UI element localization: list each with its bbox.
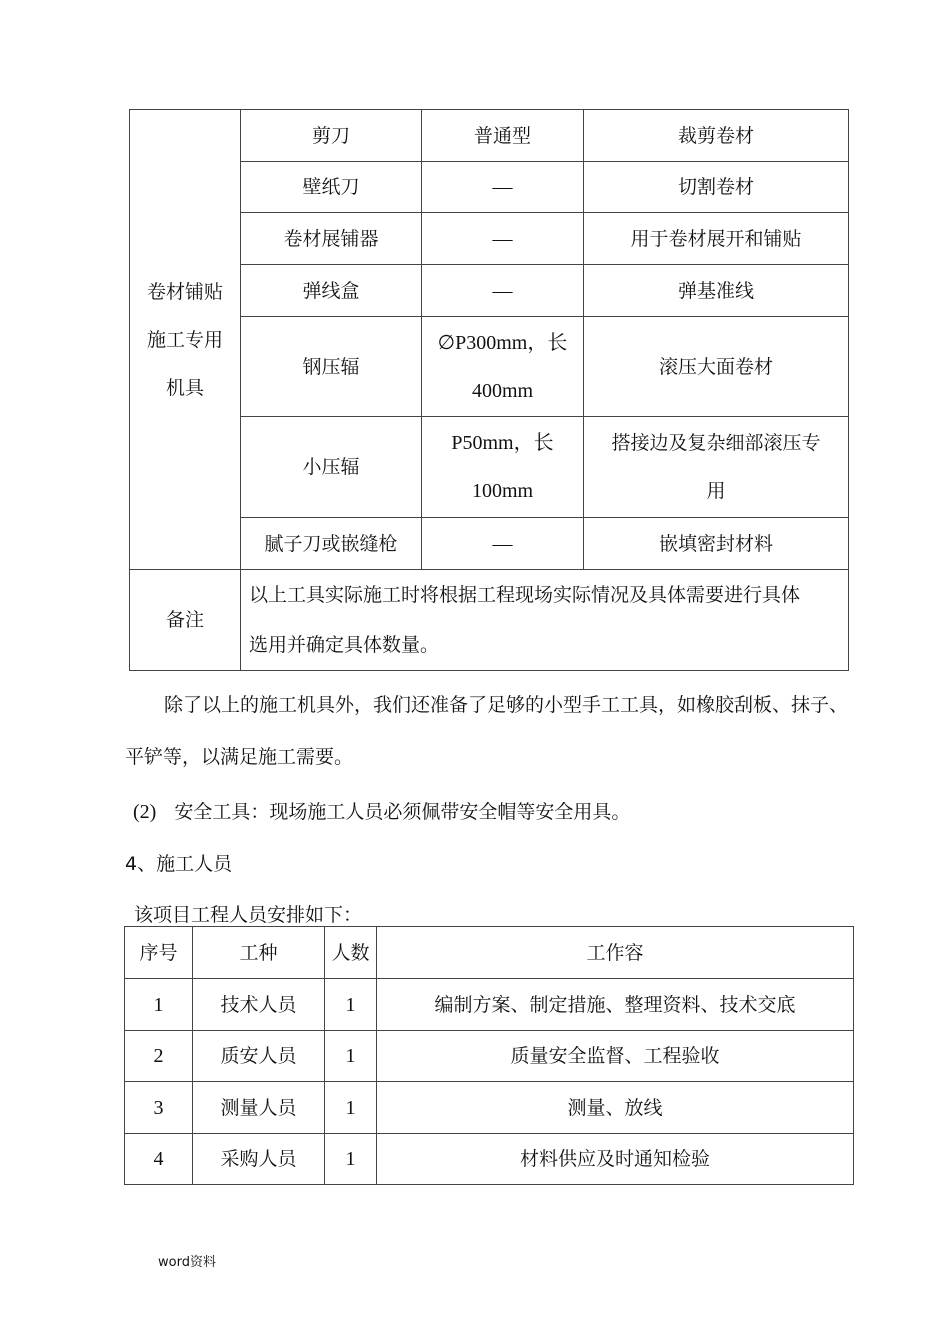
remark-line: 以上工具实际施工时将根据工程现场实际情况及具体需要进行具体 [249, 584, 801, 606]
page-footer: word资料 [158, 1255, 216, 1270]
table-row [125, 979, 854, 1031]
category-line: 卷材铺贴 [146, 280, 223, 303]
paragraph-line: 除了以上的施工机具外，我们还准备了足够的小型手工工具，如橡胶刮板、抹子、 [164, 694, 849, 716]
table-row [125, 1082, 854, 1134]
row-number: 1 [125, 979, 193, 1031]
head-count: 1 [325, 1134, 377, 1185]
section-heading: 4、施工人员 [125, 853, 233, 875]
column-header: 工作容 [377, 927, 854, 979]
spec-line: ∅P300mm，长 [437, 331, 568, 354]
tool-name: 钢压辐 [241, 317, 422, 417]
head-count: 1 [325, 1031, 377, 1082]
category-line: 机具 [165, 376, 204, 399]
safety-tools-item [133, 797, 630, 827]
tool-use: 切割卷材 [584, 162, 849, 213]
tool-spec [422, 317, 584, 417]
tool-use [584, 417, 849, 518]
job-type: 质安人员 [193, 1031, 325, 1082]
tool-spec: — [422, 518, 584, 570]
use-line: 用 [706, 480, 726, 502]
table-row [130, 570, 849, 671]
spec-line: P50mm，长 [451, 432, 554, 454]
tools-table [129, 109, 849, 671]
table-row [130, 110, 849, 162]
tool-name: 卷材展铺器 [241, 213, 422, 265]
staff-intro: 该项目工程人员安排如下： [134, 904, 363, 926]
job-content: 材料供应及时通知检验 [377, 1134, 854, 1185]
table-row [125, 1031, 854, 1082]
row-number: 3 [125, 1082, 193, 1134]
staff-table [124, 926, 854, 1185]
tool-name: 小压辐 [241, 417, 422, 518]
remark-text [241, 570, 849, 671]
table-row [125, 1134, 854, 1185]
tool-name: 弹线盒 [241, 265, 422, 317]
job-type: 采购人员 [193, 1134, 325, 1185]
item-text: 安全工具：现场施工人员必须佩带安全帽等安全用具。 [174, 801, 631, 823]
job-type: 技术人员 [193, 979, 325, 1031]
tool-name: 剪刀 [241, 110, 422, 162]
remark-line: 选用并确定具体数量。 [249, 634, 440, 656]
head-count: 1 [325, 979, 377, 1031]
job-content: 测量、放线 [377, 1082, 854, 1134]
tool-spec: — [422, 213, 584, 265]
category-cell [130, 110, 241, 570]
row-number: 2 [125, 1031, 193, 1082]
spec-line: 100mm [471, 480, 534, 502]
tool-spec: 普通型 [422, 110, 584, 162]
remark-label: 备注 [130, 570, 241, 671]
tool-name: 腻子刀或嵌缝枪 [241, 518, 422, 570]
tool-use: 用于卷材展开和铺贴 [584, 213, 849, 265]
tool-use: 滚压大面卷材 [584, 317, 849, 417]
item-number: (2) [133, 801, 157, 823]
job-content: 质量安全监督、工程验收 [377, 1031, 854, 1082]
tool-use: 弹基准线 [584, 265, 849, 317]
table-header-row [125, 927, 854, 979]
tool-use: 裁剪卷材 [584, 110, 849, 162]
tool-spec [422, 417, 584, 518]
tool-name: 壁纸刀 [241, 162, 422, 213]
job-content: 编制方案、制定措施、整理资料、技术交底 [377, 979, 854, 1031]
tool-spec: — [422, 162, 584, 213]
tool-spec: — [422, 265, 584, 317]
job-type: 测量人员 [193, 1082, 325, 1134]
column-header: 人数 [325, 927, 377, 979]
row-number: 4 [125, 1134, 193, 1185]
category-line: 施工专用 [146, 328, 223, 351]
column-header: 工种 [193, 927, 325, 979]
tool-use: 嵌填密封材料 [584, 518, 849, 570]
paragraph-line: 平铲等，以满足施工需要。 [125, 746, 354, 768]
spec-line: 400mm [471, 379, 534, 402]
head-count: 1 [325, 1082, 377, 1134]
use-line: 搭接边及复杂细部滚压专 [611, 432, 821, 454]
column-header: 序号 [125, 927, 193, 979]
